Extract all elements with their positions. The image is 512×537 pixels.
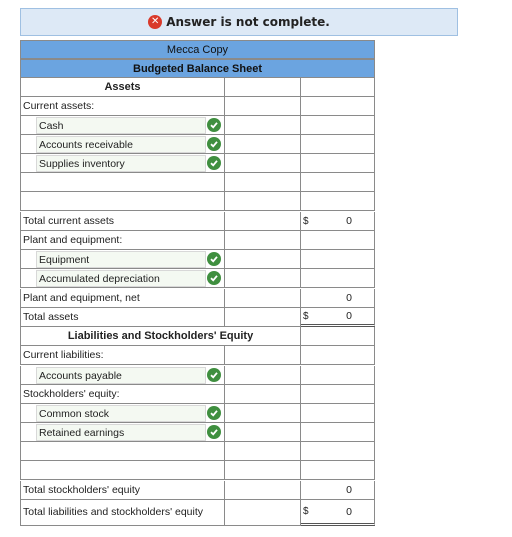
accounts-payable-input[interactable]: Accounts payable (36, 367, 206, 384)
total-cell (301, 442, 375, 461)
plant-equipment-net-label: Plant and equipment, net (20, 289, 225, 308)
total-cell (301, 192, 375, 211)
total-cell (301, 269, 375, 288)
amount-cell (225, 500, 301, 526)
plant-equipment-net-amount: 0 (346, 292, 352, 304)
supplies-inventory-input[interactable]: Supplies inventory (36, 155, 206, 172)
supplies-inventory-cell (20, 154, 225, 173)
total-cell (301, 385, 375, 404)
accumulated-depreciation-cell (20, 269, 225, 288)
amount-cell (225, 404, 301, 423)
plant-equipment-label: Plant and equipment: (20, 231, 225, 250)
blank-label-cell[interactable] (20, 192, 225, 211)
amount-cell (225, 212, 301, 231)
amount-cell (225, 78, 301, 97)
correct-check-icon (207, 137, 221, 151)
company-name: Mecca Copy (20, 40, 375, 59)
total-assets-amount: 0 (346, 310, 352, 322)
amount-cell (225, 308, 301, 327)
total-cell (301, 404, 375, 423)
total-cell (301, 154, 375, 173)
blank-label-cell[interactable] (20, 442, 225, 461)
amount-cell (225, 366, 301, 385)
amount-cell (225, 97, 301, 116)
amount-cell (225, 154, 301, 173)
amount-cell (225, 461, 301, 480)
total-cell (301, 231, 375, 250)
correct-check-icon (207, 368, 221, 382)
amount-cell (225, 269, 301, 288)
total-liabilities-equity-label: Total liabilities and stockholders' equity (20, 500, 225, 526)
current-assets-label: Current assets: (20, 97, 225, 116)
answer-status-banner (20, 8, 458, 36)
plant-equipment-net-value (301, 289, 375, 308)
total-cell (301, 461, 375, 480)
sheet-title: Budgeted Balance Sheet (20, 59, 375, 78)
currency-symbol: $ (303, 310, 309, 322)
amount-cell (225, 116, 301, 135)
total-stockholders-equity-value (301, 481, 375, 500)
accumulated-depreciation-input[interactable]: Accumulated depreciation (36, 270, 206, 287)
equipment-input[interactable]: Equipment (36, 251, 206, 268)
common-stock-cell (20, 404, 225, 423)
amount-cell (225, 192, 301, 211)
correct-check-icon (207, 271, 221, 285)
amount-cell (225, 250, 301, 269)
total-cell (301, 97, 375, 116)
correct-check-icon (207, 406, 221, 420)
correct-check-icon (207, 425, 221, 439)
total-cell (301, 135, 375, 154)
total-assets-label: Total assets (20, 308, 225, 327)
amount-cell (225, 481, 301, 500)
total-cell (301, 366, 375, 385)
total-cell (301, 327, 375, 346)
total-cell (301, 423, 375, 442)
total-cell (301, 78, 375, 97)
correct-check-icon (207, 156, 221, 170)
total-liabilities-equity-amount: 0 (346, 505, 352, 518)
correct-check-icon (207, 118, 221, 132)
banner-text: Answer is not complete. (166, 15, 330, 29)
cash-input[interactable]: Cash (36, 117, 206, 134)
total-cell (301, 116, 375, 135)
current-liabilities-label: Current liabilities: (20, 346, 225, 365)
total-cell (301, 346, 375, 365)
amount-cell (225, 346, 301, 365)
accounts-receivable-cell (20, 135, 225, 154)
cash-cell (20, 116, 225, 135)
retained-earnings-cell (20, 423, 225, 442)
amount-cell (225, 385, 301, 404)
accounts-receivable-input[interactable]: Accounts receivable (36, 136, 206, 153)
currency-symbol: $ (303, 215, 309, 227)
total-current-assets-label: Total current assets (20, 212, 225, 231)
equipment-cell (20, 250, 225, 269)
amount-cell (225, 289, 301, 308)
total-assets-value (301, 308, 375, 327)
assets-heading: Assets (20, 78, 225, 97)
common-stock-input[interactable]: Common stock (36, 405, 206, 422)
amount-cell (225, 173, 301, 192)
amount-cell (225, 231, 301, 250)
retained-earnings-input[interactable]: Retained earnings (36, 424, 206, 441)
total-liabilities-equity-value (301, 500, 375, 526)
error-icon: ✕ (148, 15, 162, 29)
blank-label-cell[interactable] (20, 173, 225, 192)
amount-cell (225, 442, 301, 461)
total-cell (301, 250, 375, 269)
accounts-payable-cell (20, 366, 225, 385)
liabilities-equity-heading: Liabilities and Stockholders' Equity (20, 327, 301, 346)
total-stockholders-equity-label: Total stockholders' equity (20, 481, 225, 500)
total-stockholders-equity-amount: 0 (346, 484, 352, 496)
amount-cell (225, 423, 301, 442)
stockholders-equity-label: Stockholders' equity: (20, 385, 225, 404)
correct-check-icon (207, 252, 221, 266)
total-current-assets-value (301, 212, 375, 231)
blank-label-cell[interactable] (20, 461, 225, 480)
currency-symbol: $ (303, 506, 309, 517)
total-current-assets-amount: 0 (346, 215, 352, 227)
amount-cell (225, 135, 301, 154)
total-cell (301, 173, 375, 192)
